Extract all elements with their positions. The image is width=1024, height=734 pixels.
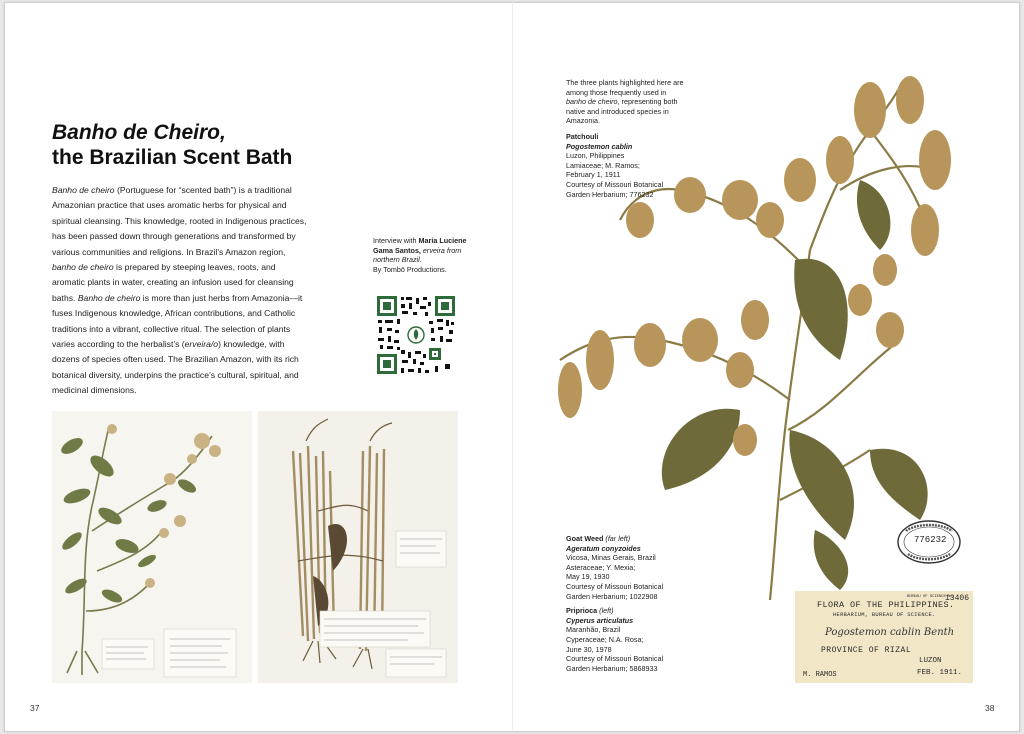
interview-credit: Interview with Maria Luciene Gama Santos, erveira from northern Brazil. By Tombō Productions.	[373, 236, 467, 274]
page-number-right: 38	[985, 703, 995, 713]
goat-weed-specimen-image	[52, 411, 252, 683]
priprioca-name: Priprioca (left)	[566, 606, 614, 616]
stamp-number: 776232	[914, 535, 947, 545]
page-gutter	[512, 2, 513, 730]
specimen-label-card: BUREAU OF SCIENCE No. 13406 FLORA OF THE PHILIPPINES. HERBARIUM, BUREAU OF SCIENCE. Pogostemon cablin Benth PROVINCE OF RIZAL LUZON FEB. 1911. M. RAMOS	[795, 591, 973, 683]
patchouli-latin: Pogostemon cablin	[566, 141, 633, 151]
page-number-left: 37	[30, 703, 40, 713]
interviewee-name: Maria Luciene Gama Santos,	[373, 236, 467, 255]
goat-weed-name: Goat Weed (far left)	[566, 534, 631, 543]
body-paragraph: Banho de cheiro (Portuguese for “scented bath”) is a traditional Amazonian practice that uses aromatic herbs for physical and spiritual cleansing. This knowledge, rooted in Indigenous practices, has been passed down through generations and transformed by various communities and religions. In Brazil’s Amazon region, banho de cheiro is prepared by steeping leaves, roots, and aromatic plants in water, creating an infusion used for cleansing baths. Banho de cheiro is more than just herbs from Amazonia—it fuses Indigenous knowledge, African contributions, and Catholic traditions into a vibrant, collective ritual. The selection of plants varies according to the herbalist’s (erveira/o) knowledge, with dozens of species often used. The Brazilian Amazon, with its rich botanical diversity, underpins the practice’s cultural, spiritual, and medicinal dimensions.	[52, 185, 307, 396]
patchouli-name: Patchouli	[566, 131, 599, 141]
title-line-1: Banho de Cheiro,	[52, 121, 226, 144]
goat-weed-latin: Ageratum conyzoides	[566, 543, 641, 553]
caption-patchouli: The three plants highlighted here are among those frequently used in banho de cheiro, representing both native and introduced species in Amazonia. Patchouli Pogostemon cablin Luzon, Philippines Lamiaceae; M. Ramos; February 1, 1911 Courtesy of Missouri Botanical Garden Herbarium; 776232	[566, 78, 686, 199]
title-line-2: the Brazilian Scent Bath	[52, 146, 293, 169]
intro-text: The three plants highlighted here are among those frequently used in banho de cheiro, representing both native and introduced species in Amazonia.	[566, 78, 684, 126]
handwritten-species: Pogostemon cablin Benth	[825, 627, 955, 638]
priprioca-latin: Cyperus articulatus	[566, 615, 634, 625]
museum-stamp	[896, 519, 962, 565]
page-title	[52, 120, 292, 170]
priprioca-specimen-image	[258, 411, 458, 683]
caption-goat-weed-priprioca: Goat Weed (far left) Ageratum conyzoides Vicosa, Minas Gerais, Brazil Asteraceae; Y. Mexia; May 19, 1930 Courtesy of Missouri Botanical Garden Herbarium; 1022908 Priprioca (left) Cyperus articulatus Maranhão, Brazil Cyperaceae; N.A. Rosa; June 30, 1978 Courtesy of Missouri Botanical Garden Herbarium; 5868933	[566, 534, 676, 673]
label-number: 13406	[945, 594, 970, 603]
qr-code[interactable]	[375, 294, 457, 376]
